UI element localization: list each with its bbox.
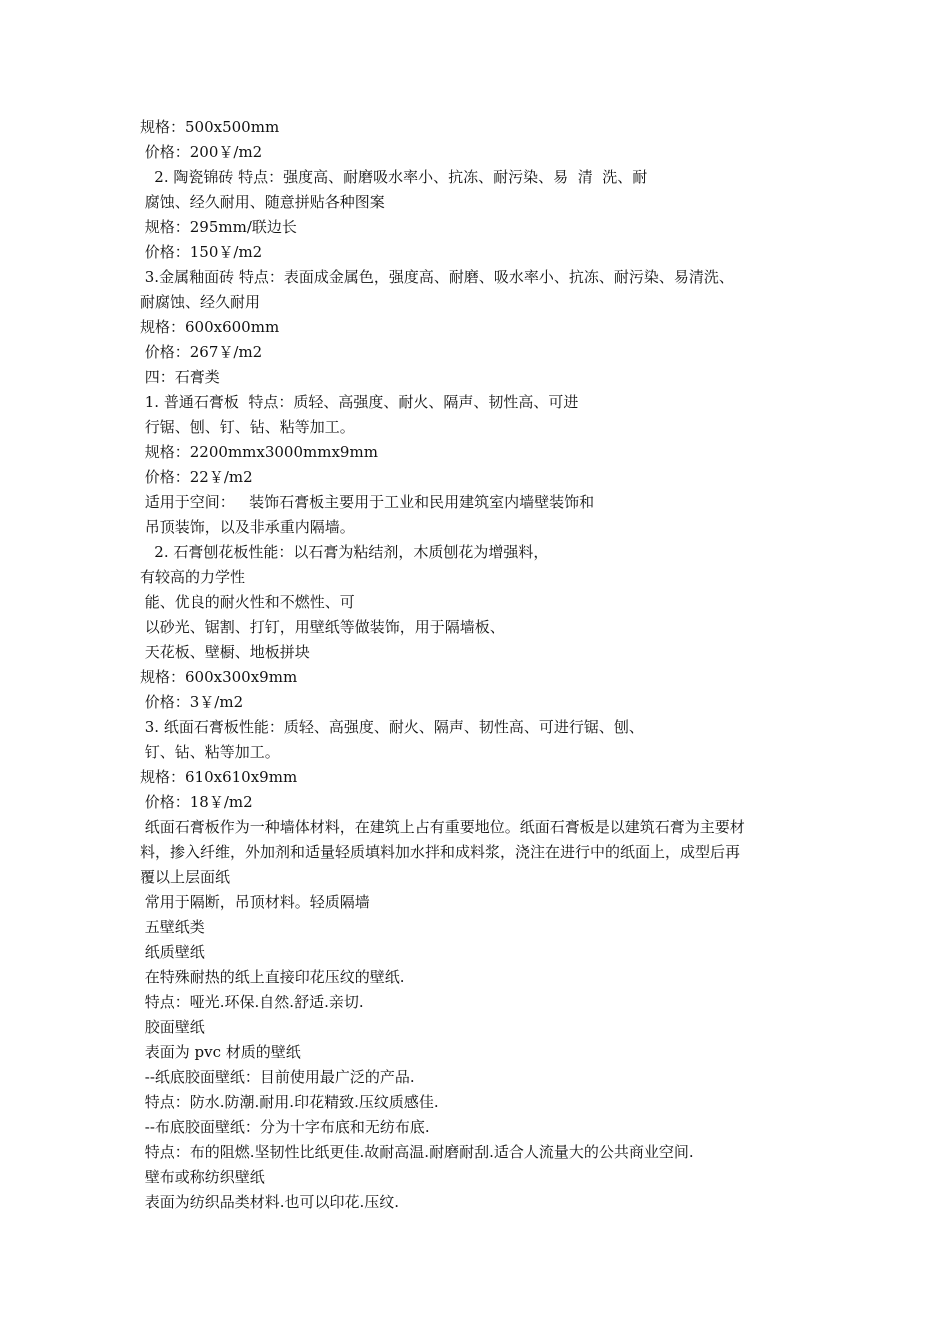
- text-line: 3. 纸面石膏板性能：质轻、高强度、耐火、隔声、韧性高、可进行锯、刨、: [140, 718, 644, 736]
- text-line: --纸底胶面壁纸：目前使用最广泛的产品.: [140, 1068, 415, 1086]
- text-line: 以砂光、锯割、打钉，用壁纸等做装饰，用于隔墙板、: [140, 618, 505, 636]
- section-heading: 四：石膏类: [140, 368, 220, 386]
- text-line: 价格：22￥/m2: [140, 468, 253, 486]
- text-line: 规格：500x500mm: [140, 118, 280, 136]
- text-line: 价格：150￥/m2: [140, 243, 263, 261]
- text-line: 钉、钻、粘等加工。: [140, 743, 280, 761]
- text-line: 壁布或称纺织壁纸: [140, 1168, 265, 1186]
- text-line: 规格：295mm/联边长: [140, 218, 297, 236]
- section-heading: 五壁纸类: [140, 918, 205, 936]
- text-line: 表面为纺织品类材料.也可以印花.压纹.: [140, 1193, 400, 1211]
- document-body: [140, 115, 820, 1215]
- text-line: 规格：600x300x9mm: [140, 668, 298, 686]
- text-line: 腐蚀、经久耐用、随意拼贴各种图案: [140, 193, 385, 211]
- text-line: 价格：200￥/m2: [140, 143, 263, 161]
- text-line: 纸质壁纸: [140, 943, 205, 961]
- text-line: 胶面壁纸: [140, 1018, 205, 1036]
- text-line: 表面为 pvc 材质的壁纸: [140, 1043, 301, 1061]
- text-line: 特点：防水.防潮.耐用.印花精致.压纹质感佳.: [140, 1093, 439, 1111]
- text-line: 特点：布的阻燃.坚韧性比纸更佳.故耐高温.耐磨耐刮.适合人流量大的公共商业空间.: [140, 1143, 694, 1161]
- text-line: 价格：3￥/m2: [140, 693, 244, 711]
- text-line: 2. 陶瓷锦砖 特点：强度高、耐磨吸水率小、抗冻、耐污染、易 清 洗、耐: [140, 168, 648, 186]
- text-line: 价格：18￥/m2: [140, 793, 253, 811]
- text-line: 行锯、刨、钉、钻、粘等加工。: [140, 418, 355, 436]
- text-line: 3.金属釉面砖 特点：表面成金属色，强度高、耐磨、吸水率小、抗冻、耐污染、易清洗、: [140, 268, 734, 286]
- text-line: 能、优良的耐火性和不燃性、可: [140, 593, 355, 611]
- text-line: 吊顶装饰，以及非承重内隔墙。: [140, 518, 355, 536]
- text-line: 耐腐蚀、经久耐用: [140, 293, 261, 311]
- text-line: 在特殊耐热的纸上直接印花压纹的壁纸.: [140, 968, 405, 986]
- text-line: 天花板、壁橱、地板拼块: [140, 643, 310, 661]
- text-line: 规格：610x610x9mm: [140, 768, 298, 786]
- text-line: 料，掺入纤维，外加剂和适量轻质填料加水拌和成料浆，浇注在进行中的纸面上，成型后再: [140, 843, 741, 861]
- text-line: 覆以上层面纸: [140, 868, 231, 886]
- text-line: 特点：哑光.环保.自然.舒适.亲切.: [140, 993, 364, 1011]
- text-line: --布底胶面壁纸：分为十字布底和无纺布底.: [140, 1118, 430, 1136]
- text-line: 纸面石膏板作为一种墙体材料，在建筑上占有重要地位。纸面石膏板是以建筑石膏为主要材: [140, 818, 745, 836]
- text-line: 有较高的力学性: [140, 568, 246, 586]
- text-line: 规格：600x600mm: [140, 318, 280, 336]
- text-line: 规格：2200mmx3000mmx9mm: [140, 443, 378, 461]
- text-line: 适用于空间： 装饰石膏板主要用于工业和民用建筑室内墙壁装饰和: [140, 493, 595, 511]
- text-line: 1. 普通石膏板 特点：质轻、高强度、耐火、隔声、韧性高、可进: [140, 393, 579, 411]
- text-line: 价格：267￥/m2: [140, 343, 263, 361]
- text-line: 常用于隔断，吊顶材料。轻质隔墙: [140, 893, 370, 911]
- text-line: 2. 石膏刨花板性能：以石膏为粘结剂，木质刨花为增强料，: [140, 543, 549, 561]
